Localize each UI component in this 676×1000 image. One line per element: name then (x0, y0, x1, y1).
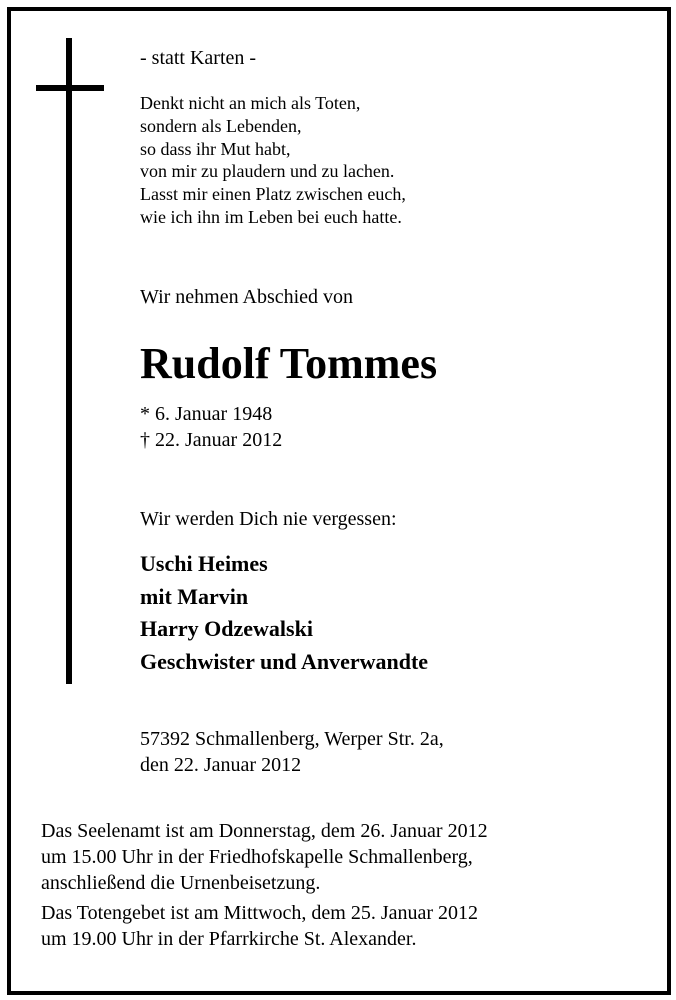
mourner-name: mit Marvin (140, 583, 249, 609)
mourner-name: Geschwister und Anverwandte (140, 648, 429, 674)
deceased-name: Rudolf Tommes (140, 339, 438, 388)
requiem-line: um 15.00 Uhr in der Friedhofskapelle Schmallenberg, (41, 846, 473, 868)
prayer-line: Das Totengebet ist am Mittwoch, dem 25. Januar 2012 (41, 902, 479, 924)
poem-line: Denkt nicht an mich als Toten, (140, 93, 361, 113)
requiem-info (41, 818, 488, 896)
prayer-info (41, 900, 488, 952)
poem-line: sondern als Lebenden, (140, 115, 302, 136)
requiem-line: Das Seelenamt ist am Donnerstag, dem 26. Januar 2012 (41, 820, 488, 842)
address-date: den 22. Januar 2012 (140, 754, 302, 776)
farewell-intro: Wir nehmen Abschied von (140, 286, 354, 308)
death-date: † 22. Januar 2012 (140, 429, 283, 451)
mourners-intro: Wir werden Dich nie vergessen: (140, 508, 397, 530)
service-info (41, 818, 488, 952)
poem-line: Lasst mir einen Platz zwischen euch, (140, 184, 406, 205)
prayer-line: um 19.00 Uhr in der Pfarrkirche St. Alexander. (41, 928, 417, 950)
life-dates (140, 401, 282, 453)
mourner-name: Harry Odzewalski (140, 616, 313, 641)
address-block (140, 726, 444, 778)
mourners-list (140, 548, 428, 678)
requiem-line: anschließend die Urnenbeisetzung. (41, 872, 321, 894)
statt-karten-note: - statt Karten - (140, 47, 257, 69)
cross-horizontal-bar (36, 85, 104, 91)
poem-line: von mir zu plaudern und zu lachen. (140, 161, 395, 182)
address-line: 57392 Schmallenberg, Werper Str. 2a, (140, 728, 444, 750)
birth-date: * 6. Januar 1948 (140, 403, 273, 425)
poem-line: wie ich ihn im Leben bei euch hatte. (140, 206, 402, 227)
poem (140, 92, 406, 229)
mourner-name: Uschi Heimes (140, 551, 268, 576)
cross-vertical-bar (66, 38, 72, 684)
poem-line: so dass ihr Mut habt, (140, 138, 291, 159)
